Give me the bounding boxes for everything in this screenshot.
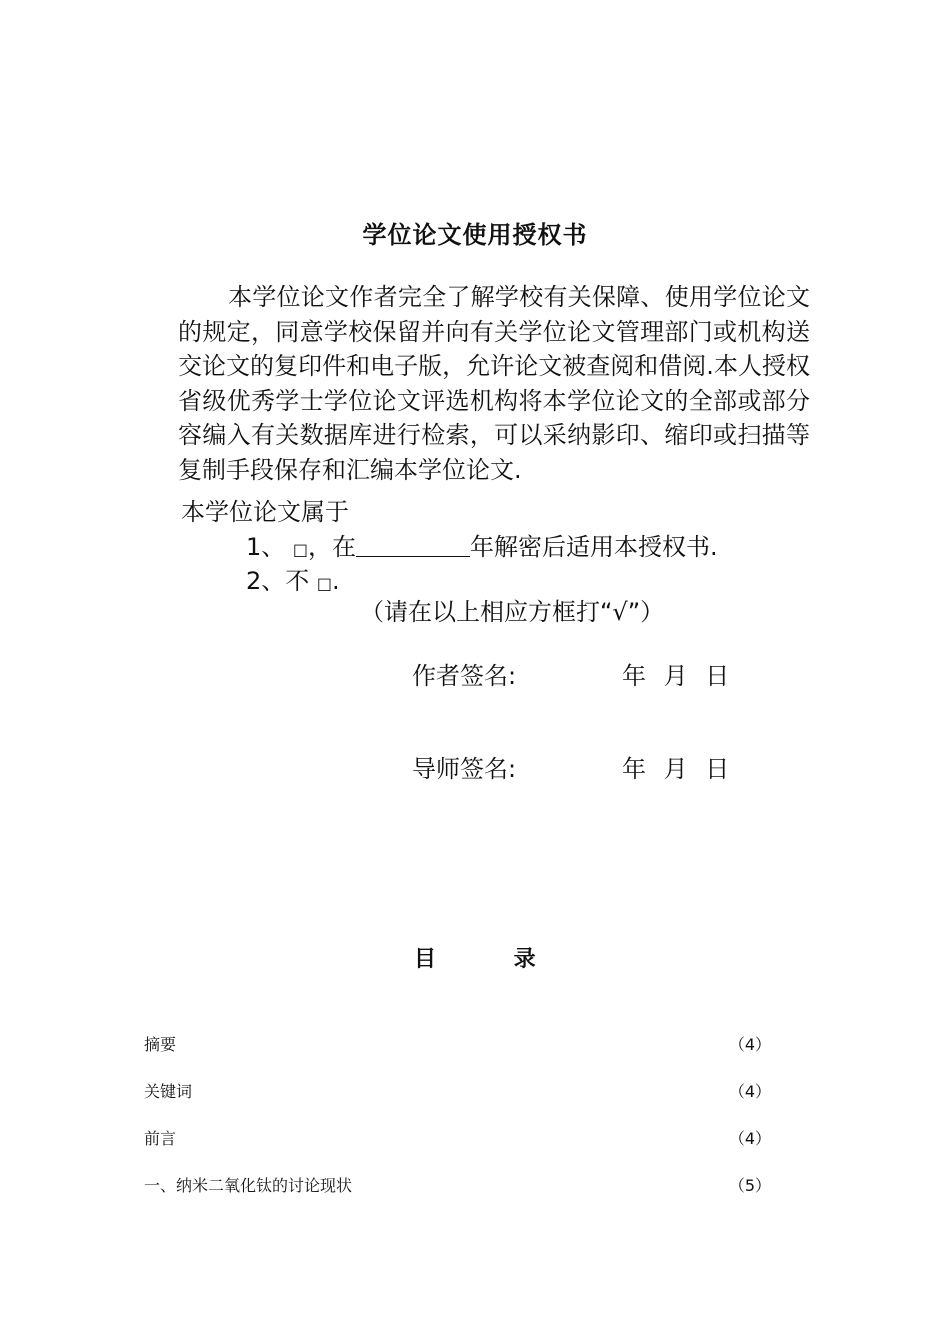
toc-entry[interactable]: [144, 1126, 771, 1148]
authorization-title: 学位论文使用授权书: [362, 221, 588, 249]
toc-title: 目 录: [414, 947, 536, 972]
toc-entry-label: 摘要: [144, 1035, 177, 1054]
year-blank[interactable]: [356, 534, 470, 557]
option-2-text: 2、不: [246, 567, 310, 595]
checkbox-instruction: （请在以上相应方框打“√”）: [360, 598, 665, 626]
toc-entry-page: （4）: [728, 1035, 771, 1054]
advisor-signature-label: 导师签名:: [412, 755, 517, 783]
toc-entry-label: 关键词: [144, 1082, 193, 1101]
option-1-number: 1、: [246, 533, 286, 561]
belongs-label: 本学位论文属于: [181, 498, 349, 526]
option-2: [246, 561, 340, 596]
toc-entry[interactable]: [144, 1032, 771, 1054]
option-1-suffix: 年解密后适用本授权书.: [470, 533, 718, 561]
option-2-suffix: .: [332, 567, 340, 595]
option-1-mid-text: ，在: [308, 533, 357, 561]
toc-entry[interactable]: [144, 1173, 771, 1195]
toc-entry-page: （5）: [728, 1176, 771, 1195]
toc-entry-page: （4）: [728, 1129, 771, 1148]
toc-entry-label: 前言: [144, 1129, 177, 1148]
author-signature-date: 年 月 日: [622, 662, 730, 690]
option-1: [246, 527, 718, 562]
author-signature-label: 作者签名:: [412, 662, 517, 690]
option-1-checkbox[interactable]: □: [292, 540, 309, 559]
toc-entry-page: （4）: [728, 1082, 771, 1101]
toc-entry[interactable]: [144, 1079, 771, 1101]
authorization-statement: 本学位论文作者完全了解学校有关保障、使用学位论文的规定，同意学校保留并向有关学位论文管理部门或机构送交论文的复印件和电子版，允许论文被查阅和借阅.本人授权省级优秀学士学位论文评选机构将本学位论文的全部或部分容编入有关数据库进行检索，可以采纳影印、缩印或扫描等复制手段保存和汇编本学位论文.: [178, 283, 810, 484]
advisor-signature-date: 年 月 日: [622, 755, 730, 783]
option-2-checkbox[interactable]: □: [316, 574, 333, 593]
toc-entry-label: 一、纳米二氧化钛的讨论现状: [144, 1176, 353, 1195]
